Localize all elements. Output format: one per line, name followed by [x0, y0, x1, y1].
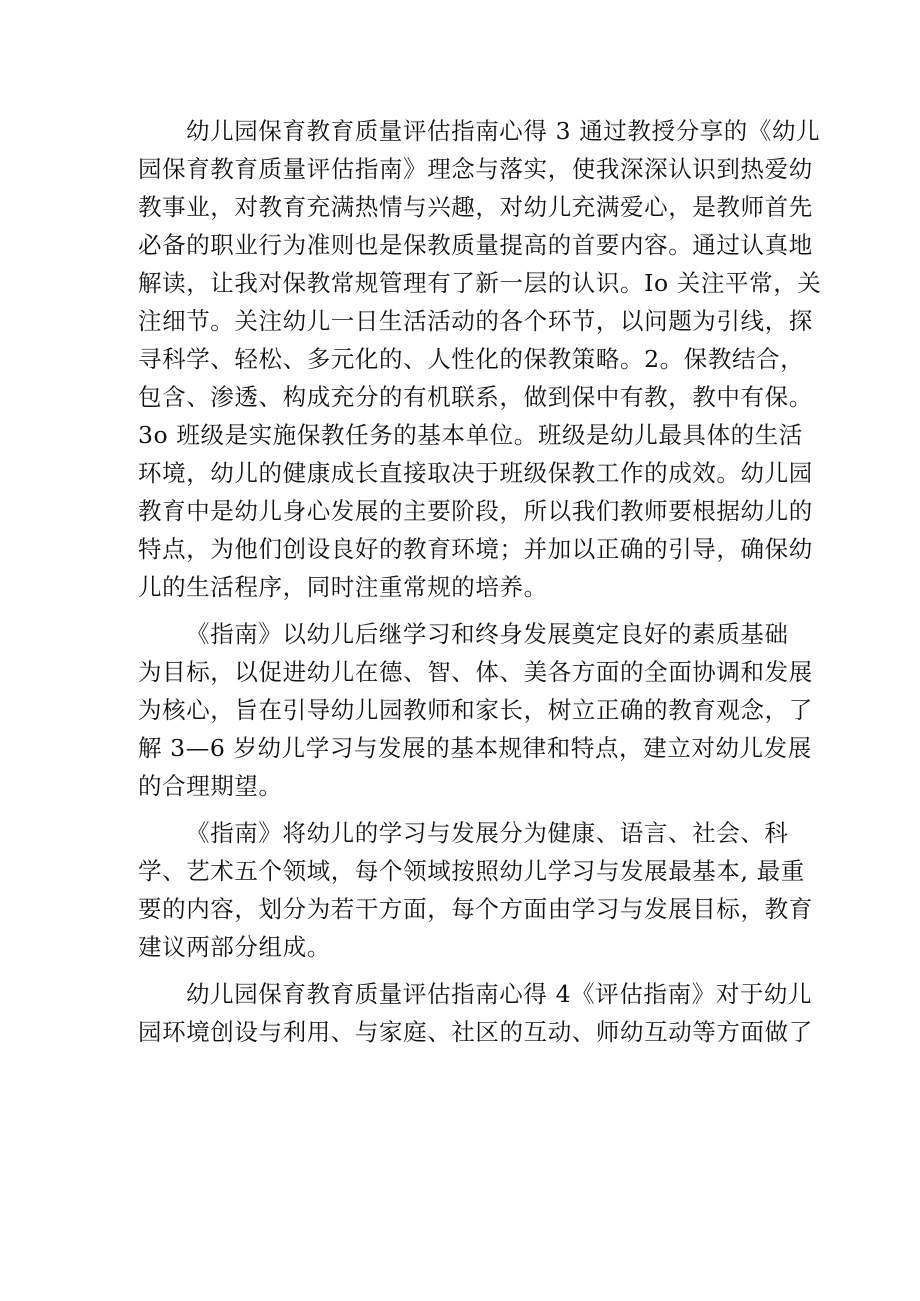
text-line: 《指南》以幼儿后继学习和终身发展奠定良好的素质基础	[186, 620, 789, 648]
text-line: 学、艺术五个领域，每个领域按照幼儿学习与发展最基本, 最重	[138, 857, 805, 885]
paragraph-1	[138, 112, 822, 606]
text-line: 要的内容，划分为若干方面，每个方面由学习与发展目标，教育	[138, 895, 813, 923]
text-line: 解 3—6 岁幼儿学习与发展的基本规律和特点，建立对幼儿发展	[138, 734, 812, 762]
text-line: 解读，让我对保教常规管理有了新一层的认识。Io 关注平常，关	[138, 269, 822, 297]
text-line: 特点，为他们创设良好的教育环境；并加以正确的引导，确保幼	[138, 535, 813, 563]
text-line: 园保育教育质量评估指南》理念与落实，使我深深认识到热爱幼	[138, 155, 813, 183]
document-page	[138, 112, 822, 1051]
text-line: 环境，幼儿的健康成长直接取决于班级保教工作的成效。幼儿园	[138, 459, 813, 487]
paragraph-2	[138, 615, 813, 805]
text-line: 为目标，以促进幼儿在德、智、体、美各方面的全面协调和发展	[138, 658, 813, 686]
text-line: 寻科学、轻松、多元化的、人性化的保教策略。2。保教结合，	[138, 345, 805, 373]
text-line: 《指南》将幼儿的学习与发展分为健康、语言、社会、科	[186, 819, 789, 847]
text-line: 必备的职业行为准则也是保教质量提高的首要内容。通过认真地	[138, 231, 813, 259]
text-line: 3o 班级是实施保教任务的基本单位。班级是幼儿最具体的生活	[138, 421, 803, 449]
text-line: 建议两部分组成。	[138, 933, 331, 961]
text-line: 园环境创设与利用、与家庭、社区的互动、师幼互动等方面做了	[138, 1018, 813, 1046]
paragraph-spacer	[138, 966, 788, 975]
paragraph-4	[138, 975, 813, 1051]
text-line: 教事业，对教育充满热情与兴趣，对幼儿充满爱心，是教师首先	[138, 193, 813, 221]
text-line: 幼儿园保育教育质量评估指南心得 3 通过教授分享的《幼儿	[186, 117, 821, 145]
text-line: 幼儿园保育教育质量评估指南心得 4《评估指南》对于幼儿	[186, 980, 813, 1008]
text-line: 为核心，旨在引导幼儿园教师和家长，树立正确的教育观念，了	[138, 696, 813, 724]
paragraph-spacer	[138, 805, 788, 814]
text-line: 包含、渗透、构成充分的有机联系，做到保中有教，教中有保。	[138, 383, 813, 411]
text-line: 教育中是幼儿身心发展的主要阶段，所以我们教师要根据幼儿的	[138, 497, 813, 525]
paragraph-spacer	[138, 606, 788, 615]
text-line: 的合理期望。	[138, 772, 283, 800]
text-line: 儿的生活程序，同时注重常规的培养。	[138, 573, 548, 601]
text-line: 注细节。关注幼儿一日生活活动的各个环节，以问题为引线，探	[138, 307, 813, 335]
paragraph-3	[138, 814, 813, 966]
